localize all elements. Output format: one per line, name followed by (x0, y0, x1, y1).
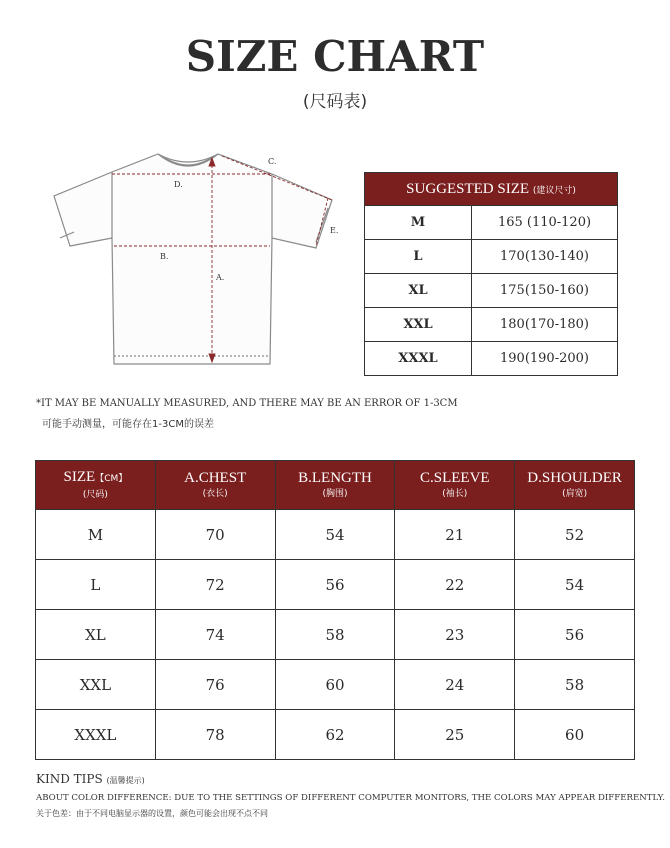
column-label: B.LENGTH (298, 470, 372, 486)
kind-tips-label-cn: (温馨提示) (106, 776, 145, 785)
shoulder-cell: 58 (515, 660, 635, 710)
diagram-label-b: B. (160, 252, 169, 261)
tshirt-outline-icon (40, 138, 350, 374)
color-difference-note: ABOUT COLOR DIFFERENCE: DUE TO THE SETTINGS OF DIFFERENT COMPUTER MONITORS, THE COLORS MAY APPEAR DIFFERENTLY. (36, 793, 665, 803)
size-chart-header-row (36, 461, 635, 510)
table-row (36, 560, 635, 610)
suggested-size-cell: M (365, 206, 472, 240)
diagram-label-e: E. (330, 226, 339, 235)
column-header-length (275, 461, 395, 510)
measurement-note-cn: 可能手动测量，可能存在1-3CM的误差 (42, 419, 214, 430)
suggested-range-cell: 165 (110-120) (472, 206, 618, 240)
table-row (36, 510, 635, 560)
sleeve-cell: 21 (395, 510, 515, 560)
table-row (365, 240, 618, 274)
table-row (365, 308, 618, 342)
column-label-cn: (袖长) (442, 489, 468, 499)
column-unit: 【CM】 (95, 474, 128, 484)
shoulder-cell: 52 (515, 510, 635, 560)
chest-cell: 76 (155, 660, 275, 710)
shoulder-cell: 54 (515, 560, 635, 610)
sleeve-cell: 22 (395, 560, 515, 610)
size-cell: M (36, 510, 156, 560)
column-label-cn: (胸围) (322, 489, 348, 499)
chest-cell: 70 (155, 510, 275, 560)
tshirt-diagram (40, 138, 350, 374)
table-row (365, 342, 618, 376)
table-row (36, 610, 635, 660)
column-label: A.CHEST (184, 470, 247, 486)
column-header-chest (155, 461, 275, 510)
suggested-range-cell: 180(170-180) (472, 308, 618, 342)
suggested-size-cell: XXXL (365, 342, 472, 376)
sleeve-cell: 23 (395, 610, 515, 660)
suggested-range-cell: 170(130-140) (472, 240, 618, 274)
suggested-range-cell: 175(150-160) (472, 274, 618, 308)
size-cell: L (36, 560, 156, 610)
length-cell: 60 (275, 660, 395, 710)
chest-cell: 78 (155, 710, 275, 760)
sleeve-cell: 25 (395, 710, 515, 760)
chest-cell: 74 (155, 610, 275, 660)
diagram-label-d: D. (174, 180, 183, 189)
size-cell: XL (36, 610, 156, 660)
table-row (365, 206, 618, 240)
page-subtitle: (尺码表) (302, 92, 368, 112)
kind-tips-title (36, 772, 145, 786)
suggested-size-header (365, 173, 618, 206)
chest-cell: 72 (155, 560, 275, 610)
sleeve-cell: 24 (395, 660, 515, 710)
column-header-shoulder (515, 461, 635, 510)
suggested-size-title-cn: (建议尺寸) (532, 185, 576, 196)
size-cell: XXL (36, 660, 156, 710)
suggested-size-table (364, 172, 618, 376)
suggested-size-cell: L (365, 240, 472, 274)
table-row (36, 710, 635, 760)
diagram-label-c: C. (268, 157, 277, 166)
measurement-note: *IT MAY BE MANUALLY MEASURED, AND THERE MAY BE AN ERROR OF 1-3CM (36, 398, 458, 409)
size-cell: XXXL (36, 710, 156, 760)
page-title: SIZE CHART (185, 32, 485, 81)
color-difference-note-cn: 关于色差：由于不同电脑显示器的设置，颜色可能会出现不点不同 (36, 809, 268, 818)
column-header-size (36, 461, 156, 510)
suggested-size-title: SUGGESTED SIZE (406, 180, 530, 197)
column-label: D.SHOULDER (527, 470, 622, 486)
table-row (365, 274, 618, 308)
length-cell: 58 (275, 610, 395, 660)
column-label: C.SLEEVE (419, 470, 490, 486)
shoulder-cell: 60 (515, 710, 635, 760)
column-label: SIZE (63, 469, 96, 485)
column-label-cn: (尺码) (82, 490, 108, 500)
length-cell: 62 (275, 710, 395, 760)
suggested-size-cell: XL (365, 274, 472, 308)
suggested-size-cell: XXL (365, 308, 472, 342)
column-label-cn: (肩宽) (562, 489, 588, 499)
length-cell: 54 (275, 510, 395, 560)
suggested-range-cell: 190(190-200) (472, 342, 618, 376)
length-cell: 56 (275, 560, 395, 610)
column-header-sleeve (395, 461, 515, 510)
diagram-label-a: A. (216, 273, 225, 282)
size-chart-table (35, 460, 635, 760)
kind-tips-label: KIND TIPS (36, 772, 103, 786)
shoulder-cell: 56 (515, 610, 635, 660)
table-row (36, 660, 635, 710)
column-label-cn: (衣长) (202, 489, 228, 499)
